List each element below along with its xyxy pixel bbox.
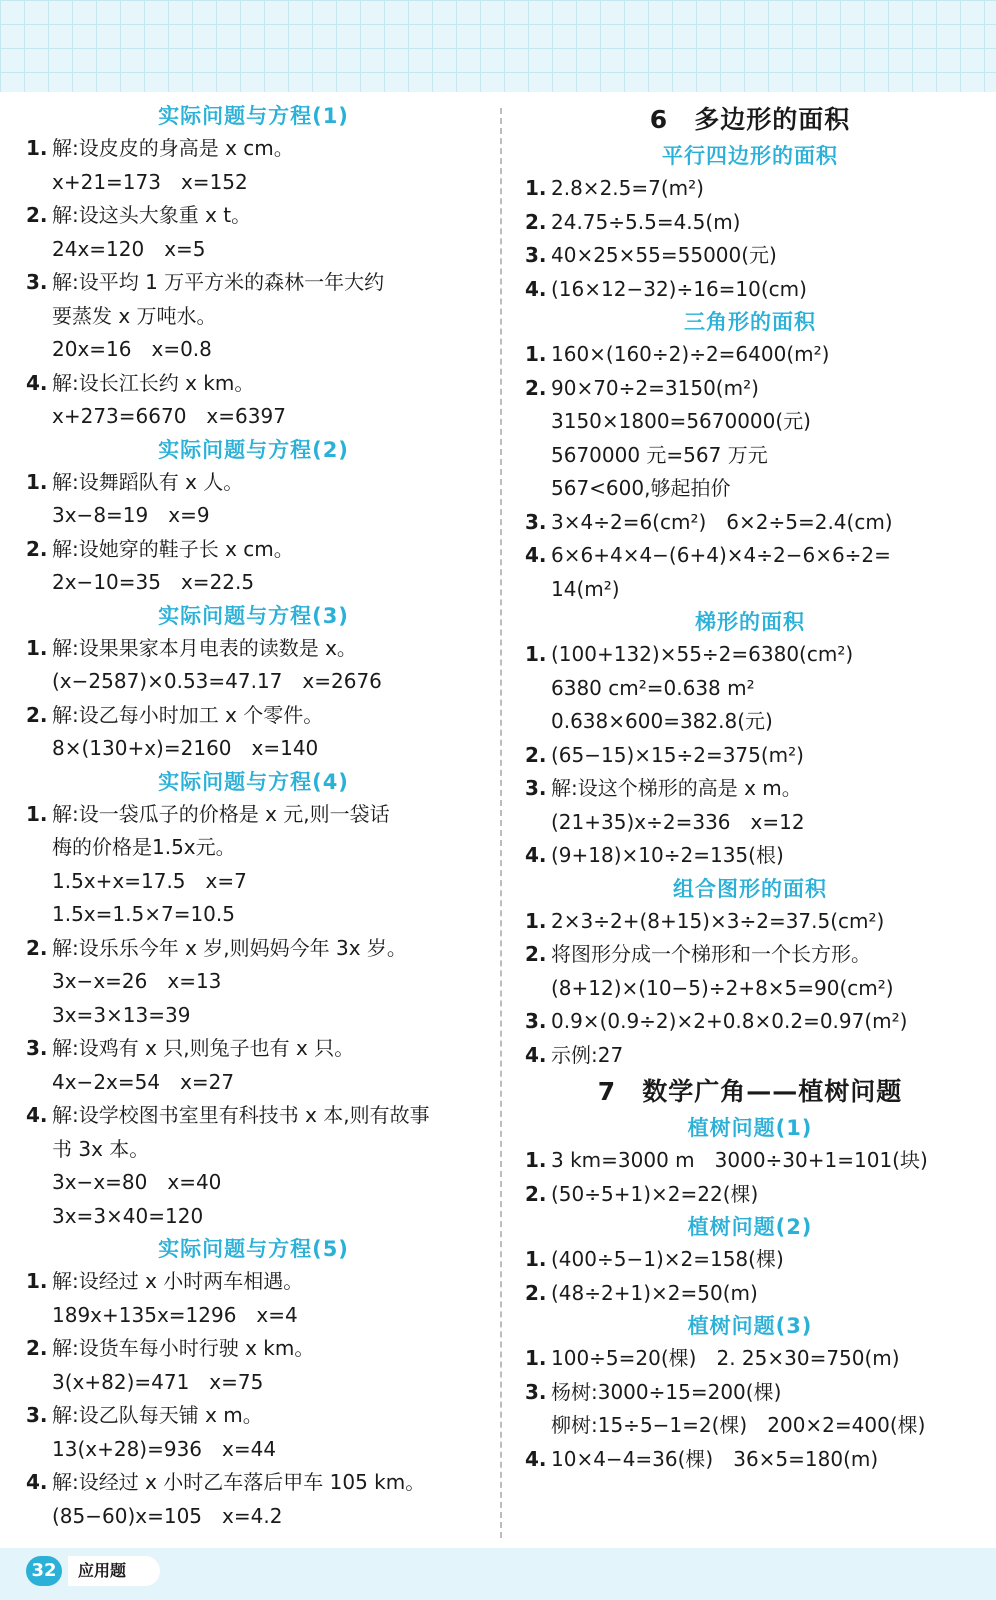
answer-line — [525, 1005, 975, 1039]
answer-continuation: 0.638×600=382.8(元) — [551, 709, 773, 733]
answer-text: 3×4÷2=6(cm²) 6×2÷5=2.4(cm) — [551, 509, 893, 534]
answer-line — [26, 132, 481, 166]
answer-text: 解:设这个梯形的高是 x m。 — [551, 776, 802, 800]
section-heading: 实际问题与方程(2) — [158, 437, 349, 462]
answer-text: 2×3÷2+(8+15)×3÷2=37.5(cm²) — [551, 908, 885, 933]
answer-continuation: 4x−2x=54 x=27 — [52, 1069, 235, 1094]
question-number: 1. — [525, 176, 547, 200]
question-number: 1. — [26, 136, 48, 160]
section-heading: 植树问题(1) — [687, 1116, 813, 1140]
answer-continuation: 3(x+82)=471 x=75 — [52, 1369, 264, 1394]
answer-continuation: (85−60)x=105 x=4.2 — [52, 1503, 283, 1528]
chapter-heading: 6 多边形的面积 — [649, 105, 851, 134]
answer-line — [525, 938, 975, 972]
answer-text: 示例:27 — [551, 1042, 624, 1067]
section-heading: 实际问题与方程(3) — [158, 603, 349, 628]
answer-line — [525, 739, 975, 773]
question-number: 2. — [26, 935, 48, 960]
question-number: 3. — [525, 1379, 547, 1404]
answer-line — [26, 798, 481, 832]
answer-text: 解:设一袋瓜子的价格是 x 元,则一袋话 — [52, 801, 390, 826]
answer-line — [525, 638, 975, 672]
section-heading: 实际问题与方程(5) — [158, 1237, 349, 1261]
question-number: 1. — [525, 908, 547, 933]
answer-line — [525, 539, 975, 573]
answer-line — [525, 905, 975, 939]
answer-line — [525, 1342, 975, 1376]
question-number: 4. — [26, 1103, 48, 1127]
question-number: 3. — [26, 1403, 48, 1427]
answer-line — [525, 206, 975, 240]
question-number: 4. — [525, 1042, 547, 1067]
question-number: 1. — [525, 1148, 547, 1172]
answer-line — [26, 266, 481, 300]
answer-continuation: 2x−10=35 x=22.5 — [52, 570, 255, 594]
answer-text: (100+132)×55÷2=6380(cm²) — [551, 642, 854, 666]
answer-text: 解:设经过 x 小时两车相遇。 — [52, 1269, 304, 1293]
section-heading: 梯形的面积 — [695, 610, 805, 634]
answer-text: 2.8×2.5=7(m²) — [551, 176, 704, 200]
answer-text: 解:设平均 1 万平方米的森林一年大约 — [52, 270, 385, 294]
answer-text: 杨树:3000÷15=200(棵) — [551, 1379, 782, 1404]
answer-text: (16×12−32)÷16=10(cm) — [551, 276, 807, 301]
answer-text: 解:设学校图书室里有科技书 x 本,则有故事 — [52, 1103, 430, 1127]
column-divider — [500, 108, 502, 1538]
answer-continuation: 189x+135x=1296 x=4 — [52, 1302, 298, 1327]
question-number: 3. — [26, 270, 48, 294]
question-number: 4. — [525, 276, 547, 301]
answer-continuation: (8+12)×(10−5)÷2+8×5=90(cm²) — [551, 975, 894, 1000]
answer-line — [525, 1178, 975, 1212]
answer-line — [525, 772, 975, 806]
answer-continuation: 要蒸发 x 万吨水。 — [52, 303, 217, 328]
question-number: 2. — [26, 203, 48, 227]
answer-continuation: 柳树:15÷5−1=2(棵) 200×2=400(棵) — [551, 1413, 926, 1437]
answer-line — [525, 239, 975, 273]
right-column — [525, 100, 975, 1476]
answer-line — [26, 533, 481, 567]
answer-text: 解:设乐乐今年 x 岁,则妈妈今年 3x 岁。 — [52, 935, 407, 960]
header-grid-band — [0, 0, 996, 92]
question-number: 4. — [26, 1470, 48, 1494]
answer-line — [26, 199, 481, 233]
section-heading: 组合图形的面积 — [673, 876, 827, 901]
answer-line — [26, 1099, 481, 1133]
answer-continuation: x+273=6670 x=6397 — [52, 404, 286, 428]
answer-line — [525, 1443, 975, 1477]
answer-text: 解:设鸡有 x 只,则兔子也有 x 只。 — [52, 1036, 355, 1060]
question-number: 4. — [525, 543, 547, 567]
question-number: 1. — [525, 1346, 547, 1370]
answer-continuation: 567<600,够起拍价 — [551, 476, 731, 500]
question-number: 2. — [525, 1181, 547, 1206]
answer-text: 解:设果果家本月电表的读数是 x。 — [52, 635, 357, 660]
question-number: 2. — [525, 209, 547, 234]
chapter-heading: 7 数学广角——植树问题 — [597, 1077, 903, 1106]
answer-text: 解:设乙每小时加工 x 个零件。 — [52, 702, 324, 727]
question-number: 4. — [525, 843, 547, 867]
section-heading: 三角形的面积 — [684, 310, 816, 334]
answer-line — [26, 1265, 481, 1299]
answer-text: 解:设长江长约 x km。 — [52, 370, 255, 395]
left-column — [26, 100, 481, 1533]
page-number: 32 — [26, 1556, 62, 1586]
answer-continuation: 3150×1800=5670000(元) — [551, 409, 811, 433]
answer-continuation: 6380 cm²=0.638 m² — [551, 675, 755, 700]
answer-line — [26, 1332, 481, 1366]
section-tag: 应用题 — [68, 1556, 160, 1586]
answer-continuation: 1.5x=1.5×7=10.5 — [52, 902, 235, 926]
answer-continuation: 14(m²) — [551, 576, 620, 601]
answer-text: 40×25×55=55000(元) — [551, 243, 777, 267]
section-heading: 实际问题与方程(4) — [158, 769, 349, 794]
answer-text: 解:设乙队每天铺 x m。 — [52, 1403, 263, 1427]
answer-line — [525, 338, 975, 372]
answer-line — [26, 466, 481, 500]
question-number: 1. — [525, 342, 547, 366]
question-number: 4. — [26, 370, 48, 395]
answer-text: 解:设皮皮的身高是 x cm。 — [52, 136, 294, 160]
answer-text: 解:设货车每小时行驶 x km。 — [52, 1336, 315, 1360]
section-heading: 实际问题与方程(1) — [158, 104, 349, 128]
answer-text: 6×6+4×4−(6+4)×4÷2−6×6÷2= — [551, 543, 891, 567]
answer-line — [525, 172, 975, 206]
question-number: 2. — [26, 1336, 48, 1360]
question-number: 3. — [525, 776, 547, 800]
answer-text: 3 km=3000 m 3000÷30+1=101(块) — [551, 1148, 928, 1172]
answer-continuation: (21+35)x÷2=336 x=12 — [551, 809, 805, 834]
answer-text: (65−15)×15÷2=375(m²) — [551, 742, 804, 767]
question-number: 2. — [525, 375, 547, 400]
answer-line — [525, 1144, 975, 1178]
answer-text: (50÷5+1)×2=22(棵) — [551, 1181, 759, 1206]
answer-continuation: 24x=120 x=5 — [52, 236, 206, 261]
answer-line — [525, 372, 975, 406]
question-number: 3. — [26, 1036, 48, 1060]
answer-text: 解:设这头大象重 x t。 — [52, 203, 252, 227]
answer-text: 解:设舞蹈队有 x 人。 — [52, 469, 244, 494]
answer-line — [26, 1032, 481, 1066]
answer-text: 0.9×(0.9÷2)×2+0.8×0.2=0.97(m²) — [551, 1009, 908, 1033]
question-number: 1. — [26, 469, 48, 494]
question-number: 2. — [26, 702, 48, 727]
answer-continuation: 20x=16 x=0.8 — [52, 337, 212, 361]
answer-line — [26, 699, 481, 733]
answer-continuation: 13(x+28)=936 x=44 — [52, 1436, 277, 1461]
section-heading: 植树问题(3) — [687, 1314, 813, 1338]
question-number: 3. — [525, 509, 547, 534]
answer-line — [525, 273, 975, 307]
answer-text: 24.75÷5.5=4.5(m) — [551, 209, 741, 234]
answer-text: 160×(160÷2)÷2=6400(m²) — [551, 342, 830, 366]
question-number: 1. — [525, 642, 547, 666]
answer-continuation: 梅的价格是1.5x元。 — [52, 835, 236, 859]
question-number: 2. — [26, 536, 48, 561]
question-number: 2. — [525, 942, 547, 966]
answer-text: 10×4−4=36(棵) 36×5=180(m) — [551, 1446, 879, 1471]
answer-line — [525, 1376, 975, 1410]
answer-continuation: 3x−8=19 x=9 — [52, 503, 210, 527]
answer-continuation: x+21=173 x=152 — [52, 169, 248, 194]
answer-line — [525, 1277, 975, 1311]
answer-continuation: 1.5x+x=17.5 x=7 — [52, 868, 247, 893]
answer-text: (9+18)×10÷2=135(根) — [551, 843, 784, 867]
answer-text: 解:设她穿的鞋子长 x cm。 — [52, 536, 294, 561]
answer-line — [525, 1243, 975, 1277]
section-heading: 植树问题(2) — [687, 1215, 813, 1239]
question-number: 1. — [525, 1247, 547, 1271]
answer-line — [26, 1466, 481, 1500]
question-number: 1. — [26, 1269, 48, 1293]
question-number: 2. — [525, 742, 547, 767]
answer-text: 100÷5=20(棵) 2. 25×30=750(m) — [551, 1346, 900, 1370]
answer-text: 将图形分成一个梯形和一个长方形。 — [551, 942, 871, 966]
question-number: 1. — [26, 801, 48, 826]
answer-line — [26, 1399, 481, 1433]
question-number: 3. — [525, 243, 547, 267]
answer-continuation: 8×(130+x)=2160 x=140 — [52, 736, 319, 760]
answer-text: (48÷2+1)×2=50(m) — [551, 1280, 758, 1305]
answer-continuation: 3x=3×13=39 — [52, 1002, 191, 1027]
answer-line — [525, 839, 975, 873]
answer-text: (400÷5−1)×2=158(棵) — [551, 1247, 784, 1271]
answer-text: 90×70÷2=3150(m²) — [551, 375, 759, 400]
answer-continuation: 3x−x=80 x=40 — [52, 1170, 222, 1194]
question-number: 2. — [525, 1280, 547, 1305]
answer-line — [26, 367, 481, 401]
answer-continuation: 3x=3×40=120 — [52, 1203, 204, 1228]
answer-text: 解:设经过 x 小时乙车落后甲车 105 km。 — [52, 1470, 426, 1494]
section-heading: 平行四边形的面积 — [662, 144, 838, 168]
question-number: 3. — [525, 1009, 547, 1033]
answer-continuation: 3x−x=26 x=13 — [52, 969, 222, 993]
question-number: 4. — [525, 1446, 547, 1471]
answer-continuation: (x−2587)×0.53=47.17 x=2676 — [52, 669, 382, 693]
answer-line — [525, 506, 975, 540]
answer-line — [26, 932, 481, 966]
answer-continuation: 5670000 元=567 万元 — [551, 442, 768, 467]
answer-line — [525, 1039, 975, 1073]
answer-continuation: 书 3x 本。 — [52, 1136, 150, 1161]
question-number: 1. — [26, 635, 48, 660]
answer-line — [26, 632, 481, 666]
